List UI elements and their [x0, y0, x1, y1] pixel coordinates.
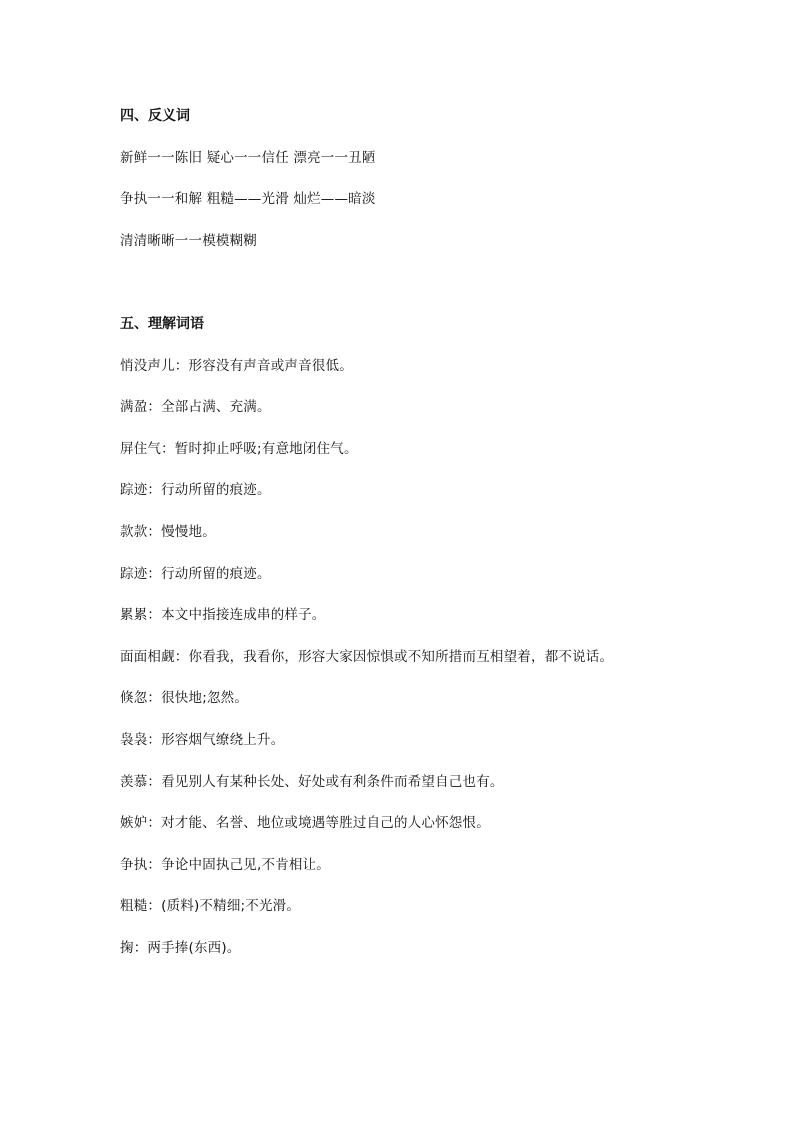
definition-line: 满盈：全部占满、充满。 [120, 399, 271, 415]
definition-line: 款款：慢慢地。 [120, 524, 216, 540]
definition-line: 倏忽：很快地;忽然。 [120, 690, 249, 706]
definition-line: 踪迹：行动所留的痕迹。 [120, 482, 271, 498]
antonym-line-2: 争执一一和解 粗糙——光滑 灿烂——暗淡 [120, 191, 376, 207]
definition-line: 争执：争论中固执己见,不肯相让。 [120, 857, 330, 873]
definition-line: 屏住气：暂时抑止呼吸;有意地闭住气。 [120, 441, 358, 457]
definition-line: 羡慕：看见别人有某种长处、好处或有利条件而希望自己也有。 [120, 774, 504, 790]
antonym-line-3: 清清晰晰一一模模糊糊 [120, 233, 257, 249]
definition-line: 累累：本文中指接连成串的样子。 [120, 607, 326, 623]
definition-line: 袅袅：形容烟气缭绕上升。 [120, 732, 285, 748]
definition-line: 嫉妒：对才能、名誉、地位或境遇等胜过自己的人心怀怨恨。 [120, 815, 490, 831]
definition-line: 粗糙：(质料)不精细;不光滑。 [120, 898, 301, 914]
definition-line: 掬：两手捧(东西)。 [120, 940, 241, 956]
definition-line: 踪迹：行动所留的痕迹。 [120, 566, 271, 582]
antonym-line-1: 新鲜一一陈旧 疑心一一信任 漂亮一一丑陋 [120, 150, 376, 166]
section-4-heading: 四、反义词 [120, 108, 190, 124]
definition-line: 面面相觑：你看我，我看你，形容大家因惊惧或不知所措而互相望着，都不说话。 [120, 649, 614, 665]
section-5-heading: 五、理解词语 [120, 316, 204, 332]
definition-line: 悄没声儿：形容没有声音或声音很低。 [120, 358, 353, 374]
